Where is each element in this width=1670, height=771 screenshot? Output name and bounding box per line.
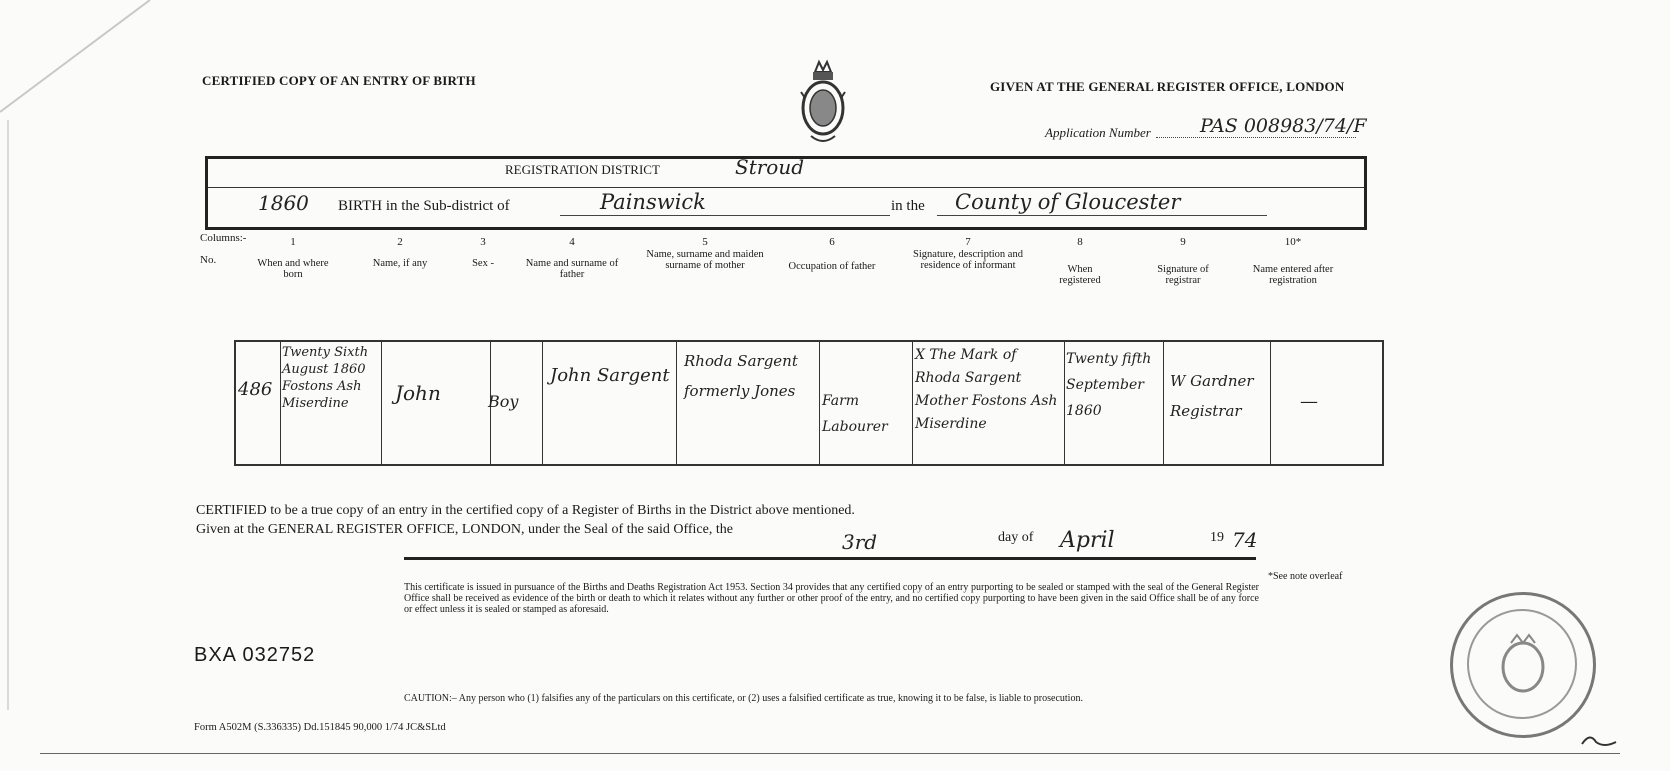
col-9-number: 9: [1180, 236, 1186, 248]
certification-month: April: [1060, 528, 1115, 553]
col-2-number: 2: [397, 236, 403, 248]
col-1-number: 1: [290, 236, 296, 248]
certification-year-suffix: 74: [1232, 528, 1258, 552]
col-10-number: 10*: [1284, 236, 1302, 248]
seal-crest-icon: [1493, 633, 1553, 697]
col-4-number: 4: [569, 236, 575, 248]
col-7-label: Signature, description and residence of informant: [913, 249, 1023, 271]
note-overleaf: *See note overleaf: [1268, 571, 1343, 582]
entry-registrar: W Gardner Registrar: [1170, 372, 1254, 420]
col-divider: [381, 342, 382, 464]
col-2-label: Name, if any: [372, 258, 428, 269]
entry-mother: Rhoda Sargent formerly Jones: [684, 352, 798, 400]
in-the-label: in the: [891, 198, 925, 214]
pen-mark-icon: [1580, 730, 1620, 750]
col-divider: [676, 342, 677, 464]
entry-number: 486: [238, 379, 273, 400]
page-bottom-rule: [40, 753, 1620, 754]
statutory-text: This certificate is issued in pursuance of the Births and Deaths Registration Act 1953. Section 34 provides that any certified copy of an entry purporting to be sealed or stamped with the seal of the General Register Office shall be received as evidence of the birth or death to which it relates without any further or other proof of the entry, and no certified copy purporting to have been given in the said Office shall be of any force or effect unless it is sealed or stamped as aforesaid.: [404, 582, 1259, 615]
subdistrict-value: Painswick: [600, 190, 706, 214]
col-7-number: 7: [965, 236, 971, 248]
col-8-number: 8: [1077, 236, 1083, 248]
col-3-number: 3: [480, 236, 486, 248]
columns-label: Columns:-: [200, 232, 247, 244]
col-divider: [1163, 342, 1164, 464]
col-1-label: When and where born: [257, 258, 329, 280]
register-office-seal: [1450, 592, 1596, 738]
county-value: County of Gloucester: [955, 190, 1181, 214]
application-dotted-line: [1156, 137, 1356, 138]
entry-when-registered: Twenty fifth September 1860: [1066, 351, 1152, 419]
col-8-label: When registered: [1059, 264, 1101, 286]
serial-number: BXA 032752: [194, 644, 316, 666]
no-label: No.: [200, 254, 217, 266]
certification-line-1: CERTIFIED to be a true copy of an entry in the certified copy of a Register of Births in the District above mentioned.: [196, 503, 855, 518]
county-underline: [937, 215, 1267, 216]
certification-line-2: Given at the GENERAL REGISTER OFFICE, LONDON, under the Seal of the said Office, the: [196, 522, 733, 537]
col-divider: [819, 342, 820, 464]
entry-sex: Boy: [488, 392, 519, 411]
certification-day: 3rd: [842, 530, 878, 554]
registration-district-label: REGISTRATION DISTRICT: [505, 162, 660, 177]
application-number: PAS 008983/74/F: [1200, 115, 1367, 137]
entry-name-after: —: [1300, 391, 1318, 412]
entry-name: John: [395, 381, 441, 405]
issuing-office: GIVEN AT THE GENERAL REGISTER OFFICE, LONDON: [990, 79, 1345, 94]
royal-crest-icon: [795, 58, 851, 150]
certificate-title: CERTIFIED COPY OF AN ENTRY OF BIRTH: [202, 73, 476, 88]
col-5-number: 5: [702, 236, 708, 248]
col-divider: [280, 342, 281, 464]
entry-informant: X The Mark of Rhoda Sargent Mother Fostons Ash Miserdine: [915, 347, 1058, 432]
form-reference: Form A502M (S.336335) Dd.151845 90,000 1/74 JC&SLtd: [194, 722, 446, 733]
col-divider: [1270, 342, 1271, 464]
col-3-label: Sex -: [472, 258, 494, 269]
col-divider: [912, 342, 913, 464]
entry-father: John Sargent: [550, 365, 670, 386]
entry-occupation: Farm Labourer: [822, 393, 888, 435]
day-of-label: day of: [998, 530, 1034, 545]
birth-year: 1860: [258, 191, 309, 215]
col-10-label: Name entered after registration: [1252, 264, 1334, 286]
col-6-number: 6: [829, 236, 835, 248]
certification-year-prefix: 19: [1210, 530, 1224, 545]
col-4-label: Name and surname of father: [525, 258, 619, 280]
application-label: Application Number: [1045, 125, 1151, 140]
box-divider: [208, 187, 1364, 188]
col-6-label: Occupation of father: [788, 261, 876, 272]
registration-district-value: Stroud: [735, 155, 805, 179]
caution-text: CAUTION:– Any person who (1) falsifies any of the particulars on this certificate, or (2) uses a falsified certificate as true, knowing it to be false, is liable to prosecution.: [404, 693, 1083, 704]
col-5-label: Name, surname and maiden surname of mother: [646, 249, 764, 271]
subdistrict-underline: [560, 215, 890, 216]
certification-rule: [404, 557, 1256, 560]
col-9-label: Signature of registrar: [1157, 264, 1209, 286]
col-divider: [542, 342, 543, 464]
birth-in-label: BIRTH in the Sub-district of: [338, 198, 510, 214]
entry-when-where: Twenty Sixth August 1860 Fostons Ash Miserdine: [282, 345, 369, 411]
col-divider: [1064, 342, 1065, 464]
